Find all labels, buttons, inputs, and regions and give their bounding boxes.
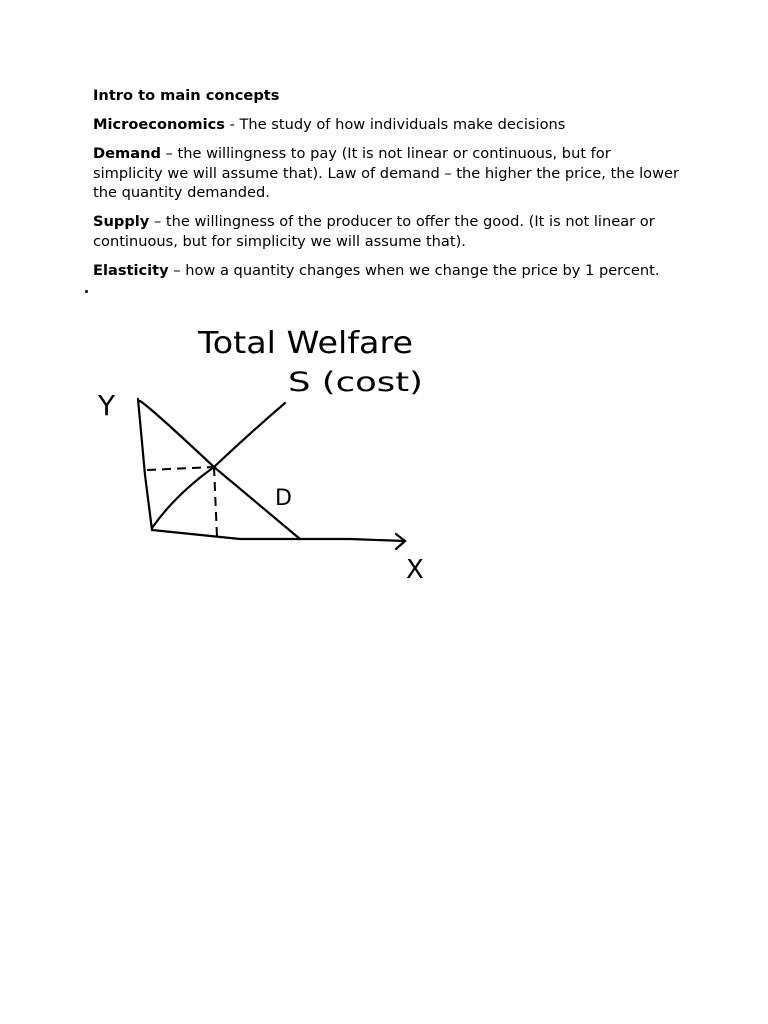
bullet-dot — [85, 290, 88, 293]
definition-elasticity: – how a quantity changes when we change the price by 1 percent. — [168, 261, 660, 279]
paragraph-supply — [93, 212, 683, 251]
sketch-y-axis-label: Y — [98, 389, 116, 422]
term-microeconomics: Microeconomics — [93, 116, 225, 133]
definition-microeconomics: - The study of how individuals make decisions — [224, 116, 566, 133]
term-elasticity: Elasticity — [93, 261, 169, 279]
paragraph-demand — [93, 144, 683, 203]
sketch-y-axis — [138, 399, 152, 530]
sketch-title: Total Welfare — [196, 326, 413, 361]
paragraph-elasticity — [93, 261, 683, 281]
sketch-x-axis-label: X — [406, 555, 424, 585]
document-body — [93, 86, 683, 290]
definition-demand: – the willingness to pay (It is not linear or continuous, but for simplicity we will assume that). Law of demand – the higher the price, the lower the quantity demanded. — [93, 145, 679, 201]
welfare-sketch — [90, 315, 440, 585]
term-supply: Supply — [93, 213, 150, 230]
sketch-supply-label: S (cost) — [288, 367, 423, 398]
sketch-x-axis — [152, 530, 405, 541]
document-heading: Intro to main concepts — [93, 87, 280, 104]
welfare-sketch-svg — [90, 315, 440, 585]
definition-supply: – the willingness of the producer to offer the good. (It is not linear or continuous, but for simplicity we will assume that). — [93, 213, 655, 250]
paragraph-microeconomics — [93, 115, 683, 135]
sketch-equilibrium-price-line — [147, 467, 214, 470]
sketch-equilibrium-quantity-line — [214, 467, 217, 537]
sketch-demand-label: D — [275, 486, 292, 511]
term-demand: Demand — [93, 145, 161, 162]
